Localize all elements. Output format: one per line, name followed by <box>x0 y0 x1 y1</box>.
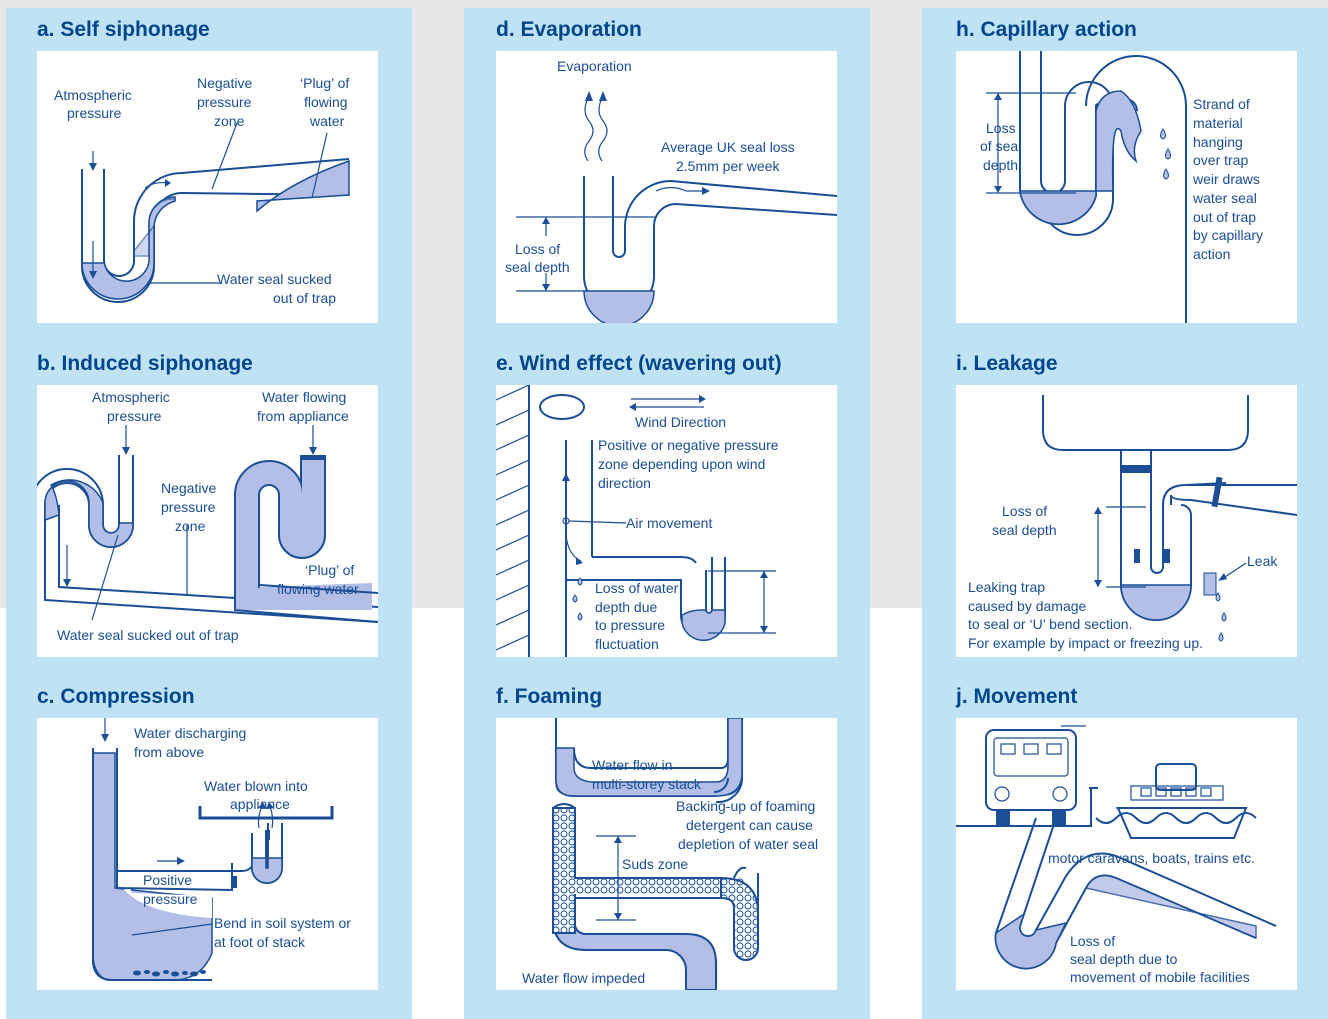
svg-text:Negative: Negative <box>197 75 253 91</box>
svg-text:weir draws: weir draws <box>1193 171 1260 187</box>
svg-text:over trap: over trap <box>1193 152 1249 168</box>
svg-text:Loss of: Loss of <box>515 241 561 257</box>
svg-text:zone depending upon wind: zone depending upon wind <box>598 456 766 472</box>
svg-text:Loss of: Loss of <box>1002 503 1048 519</box>
panel-e-title: e. Wind effect (wavering out) <box>496 352 782 375</box>
svg-text:Atmospheric: Atmospheric <box>92 389 170 405</box>
svg-text:caused by damage: caused by damage <box>968 598 1087 614</box>
boat-icon <box>1116 764 1246 838</box>
svg-text:Water flow in: Water flow in <box>592 757 673 773</box>
svg-text:of seal: of seal <box>980 138 1022 154</box>
svg-text:Negative: Negative <box>161 480 217 496</box>
svg-text:seal depth due to: seal depth due to <box>1070 951 1178 967</box>
panel-c-title: c. Compression <box>37 685 195 708</box>
svg-text:Leak: Leak <box>1247 553 1278 569</box>
svg-text:zone: zone <box>175 518 206 534</box>
svg-text:from appliance: from appliance <box>257 408 349 424</box>
svg-text:depth: depth <box>983 157 1019 173</box>
svg-text:Suds zone: Suds zone <box>622 856 689 872</box>
panel-c-diagram <box>37 718 378 990</box>
svg-text:Average UK seal loss: Average UK seal loss <box>661 139 795 155</box>
svg-text:Evaporation: Evaporation <box>557 58 632 74</box>
svg-text:2.5mm per week: 2.5mm per week <box>676 158 780 174</box>
svg-text:Wind Direction: Wind Direction <box>635 414 727 430</box>
svg-text:hanging: hanging <box>1193 134 1243 150</box>
svg-text:Leaking trap: Leaking trap <box>968 579 1046 595</box>
svg-text:depth due: depth due <box>595 599 658 615</box>
panel-d-diagram <box>496 51 837 323</box>
svg-text:appliance: appliance <box>230 796 290 812</box>
svg-text:action: action <box>1193 246 1231 262</box>
svg-text:Strand of: Strand of <box>1193 96 1250 112</box>
svg-text:Air movement: Air movement <box>626 515 713 531</box>
svg-text:pressure: pressure <box>143 891 198 907</box>
svg-text:pressure: pressure <box>107 408 162 424</box>
panel-h-diagram <box>956 51 1297 323</box>
panel-f-diagram <box>496 718 837 990</box>
panel-b-diagram <box>37 385 378 657</box>
panel-e-diagram <box>496 385 837 657</box>
svg-text:material: material <box>1193 115 1243 131</box>
svg-text:For example by impact or freez: For example by impact or freezing up. <box>968 635 1203 651</box>
svg-text:pressure: pressure <box>67 105 122 121</box>
panel-j-title: j. Movement <box>956 685 1078 708</box>
panel-b-title: b. Induced siphonage <box>37 352 253 375</box>
panel-h-title: h. Capillary action <box>956 18 1137 41</box>
svg-text:from above: from above <box>134 744 205 760</box>
panel-i-diagram <box>956 385 1297 657</box>
panel-j-diagram <box>956 718 1297 990</box>
svg-text:Loss: Loss <box>986 120 1016 136</box>
panel-f-title: f. Foaming <box>496 685 603 708</box>
svg-text:fluctuation: fluctuation <box>595 636 659 652</box>
svg-text:direction: direction <box>598 475 651 491</box>
svg-text:Positive: Positive <box>143 872 193 888</box>
panel-a-title: a. Self siphonage <box>37 18 210 41</box>
caravan-icon <box>986 726 1086 826</box>
svg-text:seal depth: seal depth <box>505 259 570 275</box>
svg-text:Water flowing: Water flowing <box>262 389 347 405</box>
panel-a-diagram <box>37 51 378 323</box>
svg-text:water: water <box>310 113 345 129</box>
svg-text:motor caravans, boats, trains: motor caravans, boats, trains etc. <box>1048 850 1255 866</box>
svg-text:detergent can cause: detergent can cause <box>686 817 813 833</box>
svg-text:Loss of water: Loss of water <box>595 580 679 596</box>
svg-text:Positive or negative pressure: Positive or negative pressure <box>598 437 779 453</box>
svg-text:Water flow impeded: Water flow impeded <box>522 970 646 986</box>
svg-text:‘Plug’ of: ‘Plug’ of <box>305 562 355 578</box>
panel-i-title: i. Leakage <box>956 352 1058 375</box>
svg-text:Water seal sucked: Water seal sucked <box>217 271 332 287</box>
svg-text:out of trap: out of trap <box>1193 209 1257 225</box>
panel-d-title: d. Evaporation <box>496 18 642 41</box>
svg-text:flowing water: flowing water <box>277 581 359 597</box>
svg-text:water seal: water seal <box>1193 190 1257 206</box>
svg-text:flowing: flowing <box>304 94 348 110</box>
svg-text:Loss of: Loss of <box>1070 933 1116 949</box>
svg-text:Water discharging: Water discharging <box>134 725 247 741</box>
svg-text:Water seal sucked out of trap: Water seal sucked out of trap <box>57 627 239 643</box>
svg-text:out of trap: out of trap <box>273 290 337 306</box>
svg-text:Water blown into: Water blown into <box>204 778 308 794</box>
svg-text:by capillary: by capillary <box>1193 227 1264 243</box>
svg-text:‘Plug’ of: ‘Plug’ of <box>300 75 350 91</box>
svg-text:depletion of water seal: depletion of water seal <box>678 836 819 852</box>
svg-text:pressure: pressure <box>161 499 216 515</box>
svg-text:at foot of stack: at foot of stack <box>214 934 306 950</box>
svg-text:pressure: pressure <box>197 94 252 110</box>
svg-text:to seal or ‘U’ bend section.: to seal or ‘U’ bend section. <box>968 616 1133 632</box>
svg-text:multi-storey stack: multi-storey stack <box>592 776 701 792</box>
svg-text:Bend in soil system or: Bend in soil system or <box>214 915 351 931</box>
svg-text:movement of mobile facilities: movement of mobile facilities <box>1070 969 1250 985</box>
label-atmospheric: Atmospheric <box>54 87 132 103</box>
svg-text:to pressure: to pressure <box>595 617 666 633</box>
svg-text:Backing-up of foaming: Backing-up of foaming <box>676 798 816 814</box>
svg-text:zone: zone <box>214 113 245 129</box>
svg-text:seal depth: seal depth <box>992 522 1057 538</box>
